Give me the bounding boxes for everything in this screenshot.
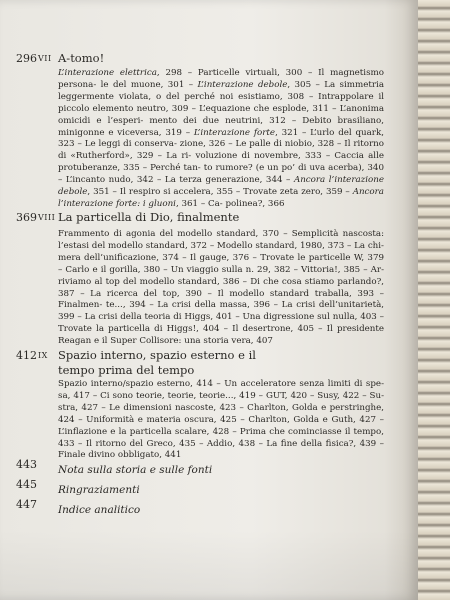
summary-segment: neutro, 309 – L’equazione che esplode, 311 – L’anonima omicidi e l’esperi- (58, 103, 385, 126)
summary-segment: – Carlo e il gorilla, 380 – Un viaggio sulla n. 29, 382 – Vittoria!, 385 – Ar- (58, 264, 384, 275)
summary-segment: l’estasi del modello standard, 372 – Modello standard, 1980, 373 – La chi- (58, 240, 384, 251)
back-matter-title: Indice analitico (58, 504, 141, 516)
summary-segment: riviamo al top del modello standard, 386 – Di che cosa stiamo parlando?, (58, 276, 384, 287)
back-matter-page-number: 445 (16, 478, 37, 491)
summary-segment: 439 – Finale divino obbligato, 441 (58, 438, 385, 461)
chapter-page-number: 296 (16, 52, 37, 65)
chapter-roman-numeral: VII (38, 54, 52, 63)
summary-segment: Guth, 427 – L’inflazione e la particella scalare, 428 – Prima che cominciasse (58, 414, 384, 437)
summary-segment: polinea?, 366 (225, 198, 285, 209)
summary-segment: Frammento di agonia del modello standard, 370 – Semplicità nascosta: (58, 229, 384, 239)
summary-segment: 387 – La ricerca del top, 390 – Il modello standard traballa, 393 – Finalmen- (58, 288, 384, 311)
summary-italic-segment: L’interazione debole (197, 79, 288, 90)
summary-segment: la particella di Higgs!, 404 – Il desertrone, 405 – Il presidente Reagan e il (58, 324, 385, 347)
summary-segment: sa, 417 – Ci sono teorie, teorie, teorie..., 419 – GUT, 420 – Susy, 422 – Su- (58, 390, 384, 401)
summary-segment: , 305 – La simmetria leggermente (58, 79, 385, 102)
summary-segment: , 321 – L’urlo del quark, 323 – Le leggi di conserva- (58, 127, 384, 150)
summary-segment: mera dell’unificazione, 374 – Il gauge, 376 – Trovate le particelle W, 379 (58, 252, 384, 263)
summary-segment: zione, 326 – Le palle di niobio, 328 – Il ritorno di «Rutherford», 329 – La ri- (58, 139, 385, 162)
summary-segment: voluzione di novembre, 333 – Caccia alle protuberanze, 335 – Perché tan- (58, 151, 384, 174)
summary-segment: le del muone, 301 – (100, 79, 198, 90)
summary-segment: stra, 427 – Le dimensioni nascoste, 423 – Charlton, Golda e (58, 402, 327, 413)
summary-segment: , 351 – Il respiro si accelera, (87, 187, 214, 198)
chapter-page-number: 412 (16, 349, 37, 362)
summary-segment: violata, o del perché noi esistiamo, 308 – Intrappolare il piccolo elemento (58, 91, 384, 114)
chapter-title: A-tomo! (58, 51, 105, 65)
chapter-summary (58, 229, 384, 348)
summary-segment: 319 – (165, 127, 194, 138)
summary-italic-segment: Ancora l’interazione forte: i gluoni (58, 187, 384, 209)
summary-segment: crisi della teoria di Higgs, 401 – Una digressione sul nulla, 403 – Trovate (58, 312, 384, 335)
summary-segment: Super Collisore: una storia vera, 407 (110, 336, 273, 347)
summary-italic-segment: L’interazione elettrica (58, 68, 157, 78)
summary-segment: , 361 – Ca- (175, 198, 223, 209)
back-matter-page-number: 447 (16, 498, 37, 511)
summary-segment: Spazio interno/spazio esterno, 414 – Un acceleratore senza limiti di spe- (58, 379, 384, 389)
summary-segment: , 298 – Particelle virtuali, 300 – Il magnetismo persona- (58, 68, 384, 90)
summary-segment: te..., 394 – La crisi della massa, 396 – La crisi dell’unitarietà, 399 – La (58, 300, 385, 323)
summary-italic-segment: Ancora l’interazione debole (58, 175, 384, 198)
summary-segment: mento dei due neutrini, 312 – Debito brasiliano, minigonne e viceversa, (58, 115, 384, 138)
chapter-page-number: 369 (16, 211, 37, 224)
summary-italic-segment: L’interazione forte (193, 127, 276, 138)
back-matter-title: Nota sulla storia e sulle fonti (58, 464, 213, 476)
summary-segment: perstringhe, 424 – Uniformità e materia oscura, 425 – Charlton, Golda e (58, 402, 384, 425)
chapter-summary (58, 379, 384, 462)
summary-segment: il tempo, 433 – Il ritorno del Greco, 435 – Addio, 438 – La fine della fisica?, (58, 426, 384, 449)
chapter-summary (58, 68, 384, 211)
back-matter-title: Ringraziamenti (58, 484, 140, 496)
chapter-title: La particella di Dio, finalmente (58, 210, 240, 224)
summary-segment: to rumore? (e un po’ di uva acerba), 340 – L’incanto nudo, 342 – La terza (58, 163, 384, 186)
summary-segment: generazione, 344 – (205, 175, 294, 186)
summary-segment: 355 – Trovate zeta zero, 359 – (216, 187, 353, 198)
chapter-roman-numeral: IX (38, 351, 48, 360)
back-matter-page-number: 443 (16, 458, 37, 471)
chapter-title: Spazio interno, spazio esterno e il tempo prima del tempo (58, 348, 256, 377)
chapter-roman-numeral: VIII (38, 213, 56, 222)
